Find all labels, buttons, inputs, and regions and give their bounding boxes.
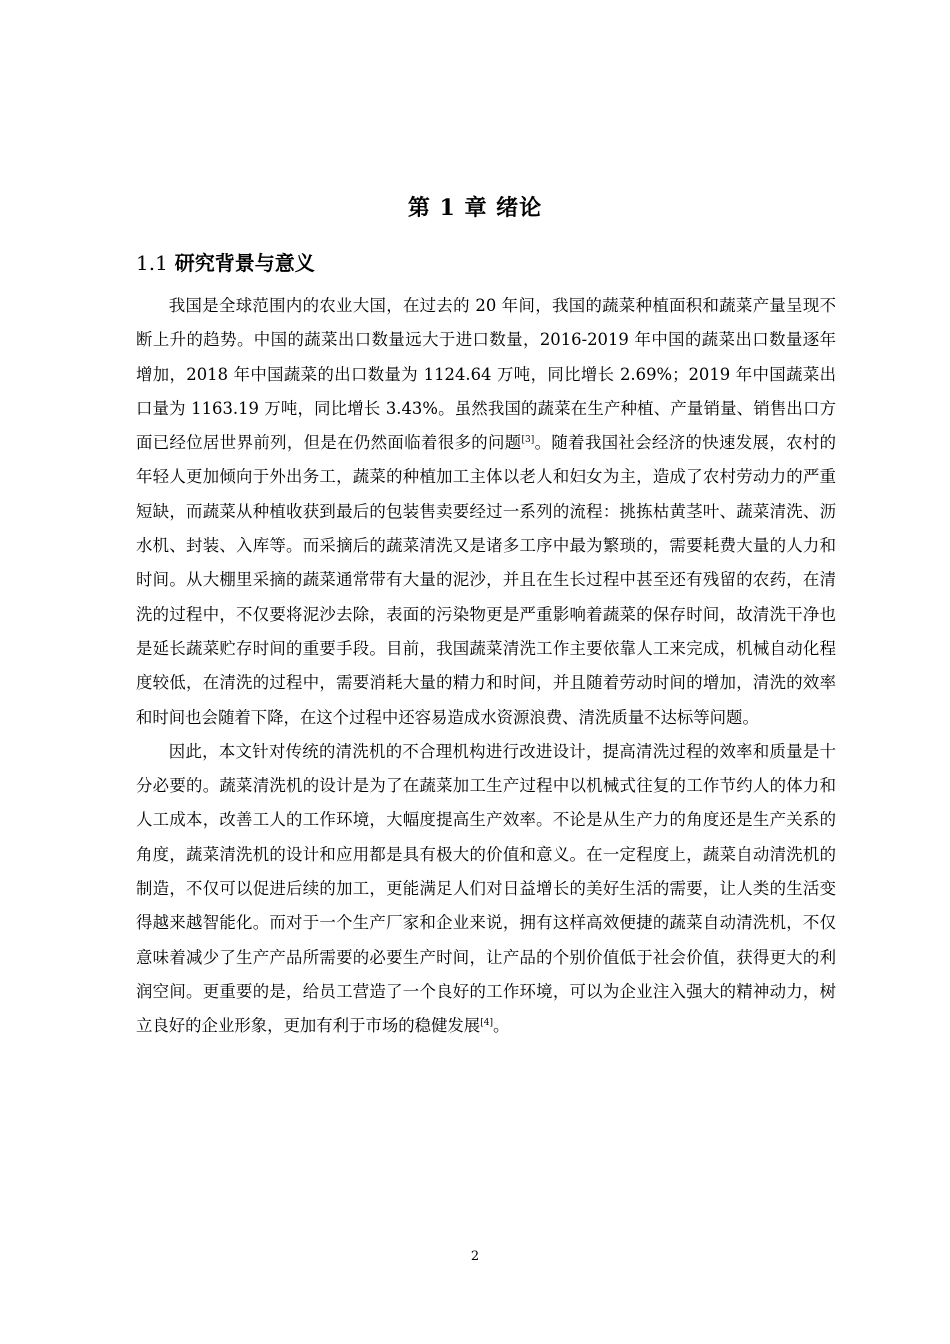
citation-ref-4: [4] [480,1018,493,1029]
section-heading [136,248,315,278]
body-text [136,289,836,1044]
citation-ref-3: [3] [521,435,535,446]
paragraph-2 [136,735,836,1044]
paragraph-2-text-a: 因此，本文针对传统的清洗机的不合理机构进行改进设计，提高清洗过程的效率和质量是十分必要的。蔬菜清洗机的设计是为了在蔬菜加工生产过程中以机械式往复的工作节约人的体力和人工成本，改善工人的工作环境，大幅度提高生产效率。不论是从生产力的角度还是生产关系的角度，蔬菜清洗机的设计和应用都是具有极大的价值和意义。在一定程度上，蔬菜自动清洗机的制造，不仅可以促进后续的加工，更能满足人们对日益增长的美好生活的需要，让人类的生活变得越来越智能化。而对于一个生产厂家和企业来说，拥有这样高效便捷的蔬菜自动清洗机，不仅意味着减少了生产产品所需要的必要生产时间，让产品的个别价值低于社会价值，获得更大的利润空间。更重要的是，给员工营造了一个良好的工作环境，可以为企业注入强大的精神动力，树立良好的企业形象，更加有利于市场的稳健发展 [136,741,836,1036]
paragraph-1 [136,289,836,735]
paragraph-1-text-b: 。随着我国社会经济的快速发展，农村的年轻人更加倾向于外出务工，蔬菜的种植加工主体以老人和妇女为主，造成了农村劳动力的严重短缺，而蔬菜从种植收获到最后的包装售卖要经过一系列的流程：挑拣枯黄茎叶、蔬菜清洗、沥水机、封装、入库等。而采摘后的蔬菜清洗又是诸多工序中最为繁琐的，需要耗费大量的人力和时间。从大棚里采摘的蔬菜通常带有大量的泥沙，并且在生长过程中甚至还有残留的农药，在清洗的过程中，不仅要将泥沙去除，表面的污染物更是严重影响着蔬菜的保存时间，故清洗干净也是延长蔬菜贮存时间的重要手段。目前，我国蔬菜清洗工作主要依靠人工来完成，机械自动化程度较低，在清洗的过程中，需要消耗大量的精力和时间，并且随着劳动时间的增加，清洗的效率和时间也会随着下降，在这个过程中还容易造成水资源浪费、清洗质量不达标等问题。 [136,433,836,727]
page-number: 2 [470,1249,480,1264]
section-number: 1.1 [136,251,168,275]
paragraph-1-text-a: 我国是全球范围内的农业大国，在过去的 20 年间，我国的蔬菜种植面积和蔬菜产量呈现不断上升的趋势。中国的蔬菜出口数量远大于进口数量，2016-2019 年中国的蔬菜出口数量逐年增加，2018 年中国蔬菜的出口数量为 1124.64 万吨，同比增长 2.69%；2019 年中国蔬菜出口量为 1163.19 万吨，同比增长 3.43%。虽然我国的蔬菜在生产种植、产量销量、销售出口方面已经位居世界前列，但是在仍然面临着很多的问题 [136,296,836,453]
section-title-text: 研究背景与意义 [174,251,315,275]
paragraph-2-text-b: 。 [492,1016,510,1036]
chapter-title: 第 1 章 绪论 [407,195,543,221]
